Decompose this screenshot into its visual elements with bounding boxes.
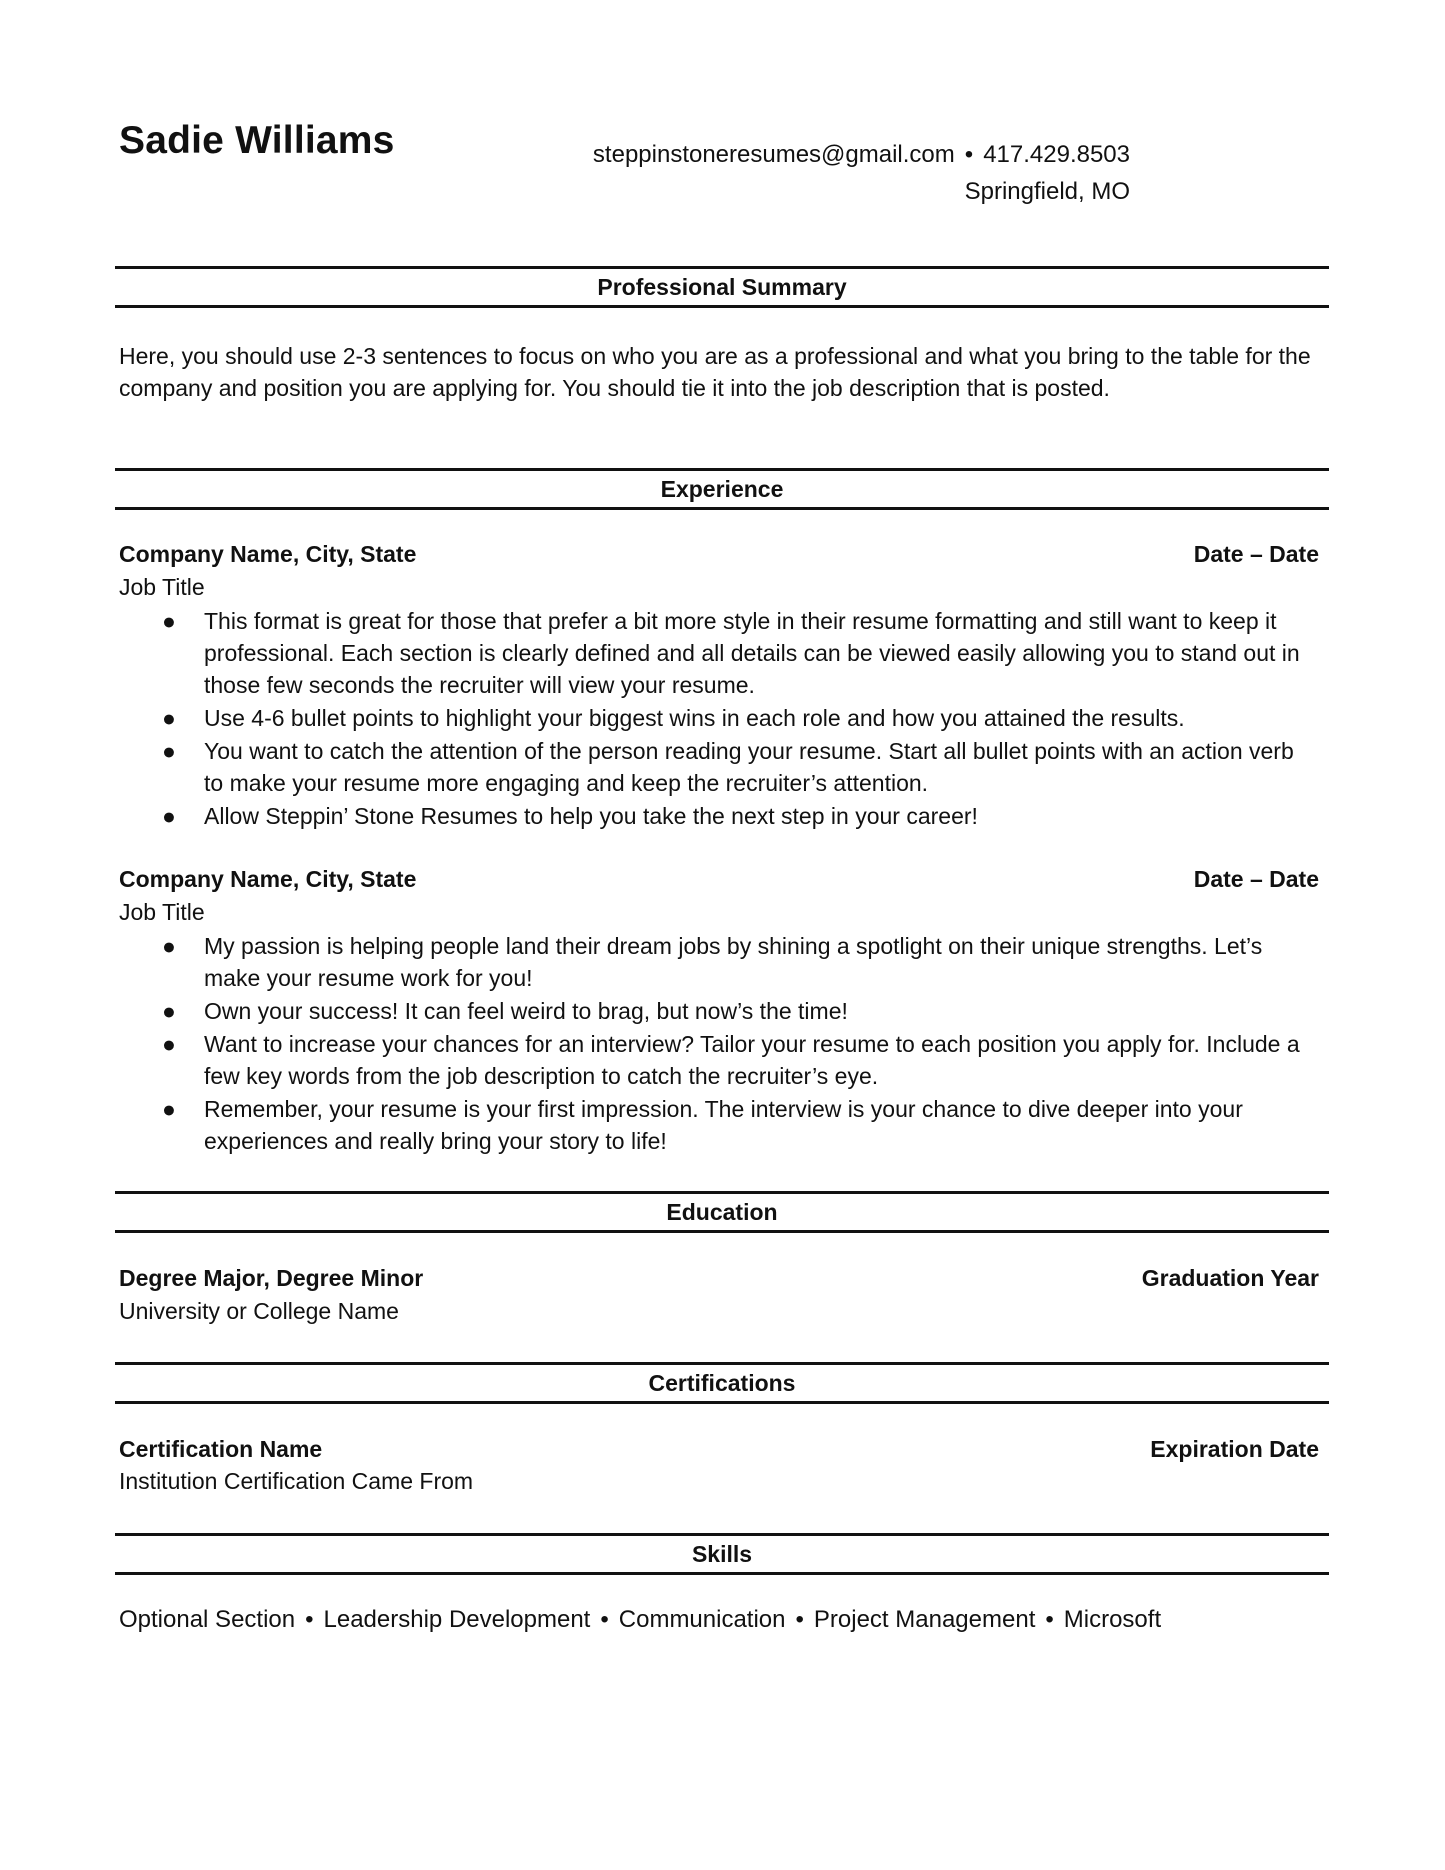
skill-item: Microsoft — [1063, 1606, 1162, 1633]
bullet-icon: ● — [162, 738, 176, 764]
bullet-icon: ● — [162, 608, 176, 634]
skill-separator: • — [1045, 1606, 1054, 1633]
list-item: ● Want to increase your chances for an interview? Tailor your resume to each position you apply for. Include a few key words from the job description to catch the recruiter’s eye. — [119, 1028, 1319, 1092]
skill-separator: • — [305, 1606, 314, 1633]
contact-separator: • — [964, 141, 974, 168]
skill-item: Optional Section — [119, 1606, 296, 1633]
job-dates: Date – Date — [1193, 541, 1319, 567]
company-name: Company Name, City, State — [119, 866, 417, 892]
skill-separator: • — [795, 1606, 804, 1633]
contact-line-1 — [593, 136, 1130, 173]
bullet-icon: ● — [162, 705, 176, 731]
job-bullets — [119, 605, 1319, 833]
job-header — [119, 866, 1319, 893]
bullet-icon: ● — [162, 998, 176, 1024]
list-item: ● You want to catch the attention of the person reading your resume. Start all bullet points with an action verb to make your resume more engaging and keep the recruiter’s attention. — [119, 735, 1319, 799]
section-heading-skills: Skills — [115, 1533, 1329, 1575]
certification-header — [119, 1436, 1319, 1463]
job-header — [119, 541, 1319, 568]
list-item: ● Allow Steppin’ Stone Resumes to help you take the next step in your career! — [119, 800, 1319, 832]
skill-item: Leadership Development — [323, 1606, 591, 1633]
skills-list — [119, 1606, 1161, 1634]
graduation-year: Graduation Year — [1141, 1265, 1319, 1291]
job-title: Job Title — [119, 574, 205, 600]
contact-info — [593, 136, 1130, 210]
degree: Degree Major, Degree Minor — [119, 1265, 424, 1291]
section-heading-experience: Experience — [115, 468, 1329, 510]
bullet-icon: ● — [162, 933, 176, 959]
bullet-icon: ● — [162, 1031, 176, 1057]
summary-text: Here, you should use 2-3 sentences to focus on who you are as a professional and what you bring to the table for the company and position you are applying for. You should tie it into the job description that is posted. — [119, 343, 1311, 401]
bullet-icon: ● — [162, 1096, 176, 1122]
education-header — [119, 1265, 1319, 1292]
section-heading-certifications: Certifications — [115, 1362, 1329, 1404]
candidate-name: Sadie Williams — [119, 119, 395, 162]
list-item: ● This format is great for those that prefer a bit more style in their resume formatting and still want to keep it professional. Each section is clearly defined and all details can be viewed easily allowing you to stand out in those few seconds the recruiter will view your resume. — [119, 605, 1319, 701]
job-title: Job Title — [119, 899, 205, 925]
phone: 417.429.8503 — [983, 141, 1130, 168]
company-name: Company Name, City, State — [119, 541, 417, 567]
certification-name: Certification Name — [119, 1436, 323, 1462]
list-item: ● Own your success! It can feel weird to brag, but now’s the time! — [119, 995, 1319, 1027]
skill-item: Project Management — [813, 1606, 1036, 1633]
skill-item: Communication — [618, 1606, 786, 1633]
section-heading-summary: Professional Summary — [115, 266, 1329, 308]
job-dates: Date – Date — [1193, 866, 1319, 892]
expiration-date: Expiration Date — [1150, 1436, 1319, 1462]
certification-institution: Institution Certification Came From — [119, 1468, 474, 1494]
email: steppinstoneresumes@gmail.com — [592, 141, 955, 168]
skill-separator: • — [600, 1606, 609, 1633]
section-heading-education: Education — [115, 1191, 1329, 1233]
bullet-icon: ● — [162, 803, 176, 829]
list-item: ● My passion is helping people land their dream jobs by shining a spotlight on their unique strengths. Let’s make your resume work for you! — [119, 930, 1319, 994]
school-name: University or College Name — [119, 1298, 399, 1324]
list-item: ● Remember, your resume is your first impression. The interview is your chance to dive deeper into your experiences and really bring your story to life! — [119, 1093, 1319, 1157]
list-item: ● Use 4-6 bullet points to highlight your biggest wins in each role and how you attained the results. — [119, 702, 1319, 734]
job-bullets — [119, 930, 1319, 1158]
location: Springfield, MO — [964, 178, 1130, 205]
